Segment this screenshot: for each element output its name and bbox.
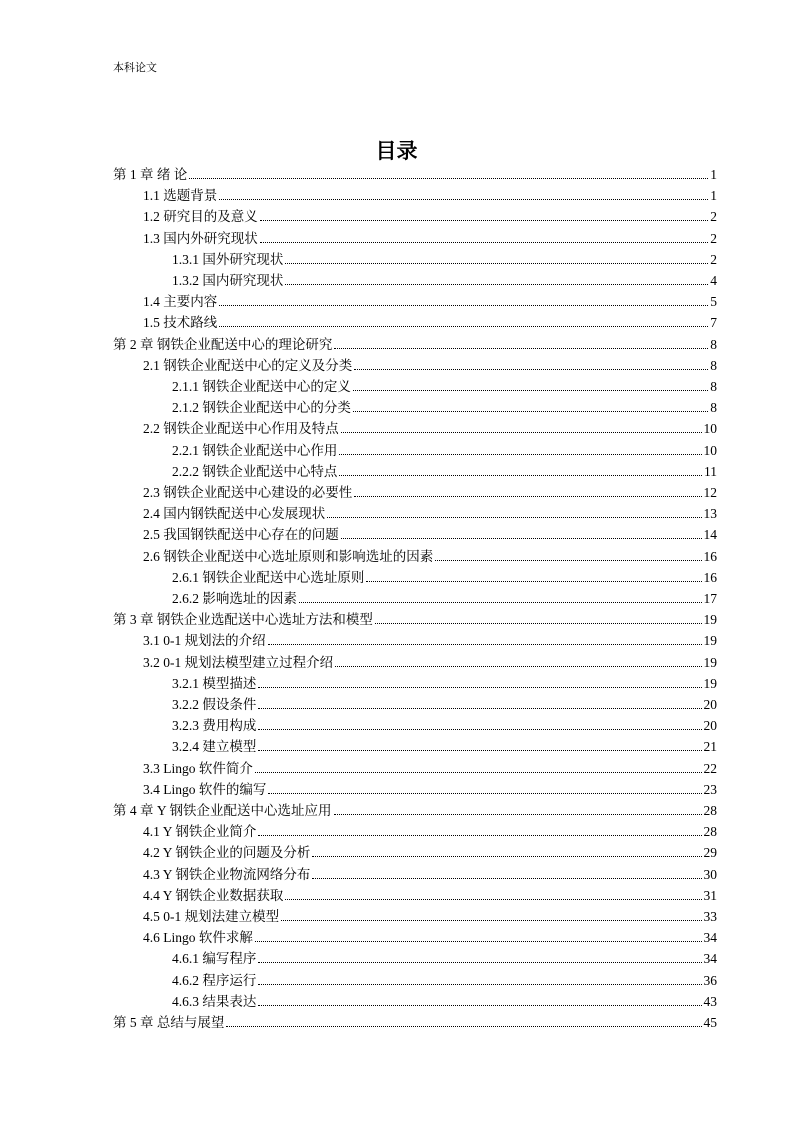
toc-entry[interactable] [113,1010,717,1031]
page-header: 本科论文 [113,62,157,74]
toc-entry[interactable] [172,438,717,459]
toc-entry-label: 4.6.2 程序运行 [172,972,257,988]
toc-dot-leader [299,602,702,603]
toc-dot-leader [258,729,701,730]
toc-entry[interactable] [172,395,717,416]
toc-entry-page: 19 [703,654,717,670]
toc-entry[interactable] [172,247,717,268]
toc-entry-page: 10 [703,421,717,437]
toc-entry-label: 4.2 Y 钢铁企业的问题及分析 [143,845,311,861]
toc-entry[interactable] [143,840,717,861]
page-title: 目录 [375,139,418,163]
toc-dot-leader [354,496,701,497]
toc-entry-page: 14 [703,527,717,543]
toc-entry-label: 3.1 0-1 规划法的介绍 [143,633,266,649]
toc-entry-page: 17 [703,591,717,606]
toc-entry-label: 2.2.1 钢铁企业配送中心作用 [172,442,338,458]
toc-dot-leader [435,560,701,561]
toc-entry[interactable] [143,544,717,565]
toc-dot-leader [327,517,701,518]
toc-dot-leader [268,644,702,645]
toc-entry-page: 16 [703,569,717,585]
toc-entry-page: 10 [703,442,717,458]
toc-entry[interactable] [143,777,717,798]
toc-dot-leader [334,814,702,815]
toc-dot-leader [255,772,702,773]
toc-entry-page: 11 [704,463,717,479]
toc-dot-leader [258,750,701,751]
toc-entry-label: 3.3 Lingo 软件简介 [143,760,253,776]
toc-entry-label: 第 5 章 总结与展望 [113,1015,225,1030]
toc-entry[interactable] [172,565,717,586]
toc-entry-label: 第 3 章 钢铁企业选配送中心选址方法和模型 [113,612,373,628]
toc-entry-label: 3.4 Lingo 软件的编写 [143,781,267,797]
toc-entry[interactable] [172,734,717,755]
toc-dot-leader [219,305,708,306]
toc-entry-page: 13 [703,506,717,522]
toc-entry-page: 29 [703,845,717,861]
toc-entry-page: 19 [703,612,717,628]
toc-entry-page: 2 [710,251,717,267]
toc-entry-page: 12 [703,485,717,500]
toc-entry-label: 1.5 技术路线 [143,315,218,331]
toc-entry-page: 8 [710,379,717,394]
toc-entry-label: 4.6.1 编写程序 [172,951,257,967]
toc-entry[interactable] [172,374,717,395]
toc-entry-label: 2.2.2 钢铁企业配送中心特点 [172,463,338,479]
toc-entry-page: 33 [703,909,717,924]
toc-entry-page: 5 [710,294,717,310]
toc-entry-page: 1 [710,167,717,182]
toc-entry-label: 3.2.1 模型描述 [172,675,257,691]
toc-entry[interactable] [113,332,717,353]
toc-entry[interactable] [172,946,717,967]
toc-dot-leader [285,263,708,264]
toc-entry-page: 2 [710,209,717,225]
toc-entry[interactable] [172,692,717,713]
toc-entry[interactable] [143,904,717,925]
toc-dot-leader [258,687,701,688]
toc-entry[interactable] [143,226,717,247]
toc-entry[interactable] [143,862,717,883]
toc-dot-leader [339,475,702,476]
toc-entry-page: 4 [710,273,717,288]
toc-entry-label: 1.3.1 国外研究现状 [172,251,284,267]
toc-entry[interactable] [172,586,717,607]
toc-entry[interactable] [143,204,717,225]
toc-dot-leader [189,178,708,179]
toc-dot-leader [375,623,702,624]
toc-entry[interactable] [172,459,717,480]
toc-entry[interactable] [143,310,717,331]
toc-entry-page: 8 [710,336,717,352]
toc-entry[interactable] [143,883,717,904]
toc-dot-leader [219,326,708,327]
toc-entry-label: 2.4 国内钢铁配送中心发展现状 [143,506,326,522]
toc-entry[interactable] [143,819,717,840]
toc-dot-leader [260,220,709,221]
toc-dot-leader [260,242,709,243]
toc-entry-page: 31 [703,887,717,903]
toc-dot-leader [354,369,708,370]
toc-entry-page: 28 [703,803,717,818]
toc-entry-label: 4.1 Y 钢铁企业简介 [143,824,257,840]
toc-entry-page: 34 [703,930,717,946]
toc-entry-label: 3.2.2 假设条件 [172,697,257,712]
toc-entry-page: 45 [703,1015,717,1030]
toc-entry-label: 2.6.1 钢铁企业配送中心选址原则 [172,569,365,585]
toc-dot-leader [312,878,701,879]
toc-entry-label: 2.3 钢铁企业配送中心建设的必要性 [143,485,353,500]
toc-entry-label: 2.6 钢铁企业配送中心选址原则和影响选址的因素 [143,548,434,564]
toc-entry[interactable] [172,671,717,692]
toc-entry[interactable] [143,522,717,543]
toc-entry-label: 2.2 钢铁企业配送中心作用及特点 [143,421,339,437]
toc-entry[interactable] [113,798,717,819]
toc-dot-leader [285,899,701,900]
toc-dot-leader [226,1026,701,1027]
toc-entry-label: 2.6.2 影响选址的因素 [172,591,297,606]
toc-dot-leader [281,920,701,921]
toc-entry-page: 22 [703,760,717,776]
toc-entry[interactable] [172,268,717,289]
toc-entry[interactable] [143,650,717,671]
toc-entry[interactable] [113,162,717,183]
toc-entry-page: 20 [703,697,717,712]
toc-entry-label: 1.2 研究目的及意义 [143,209,258,225]
toc-entry-label: 3.2.4 建立模型 [172,739,257,755]
toc-entry-label: 第 1 章 绪 论 [113,167,188,182]
toc-entry-page: 16 [703,548,717,564]
toc-dot-leader [219,199,708,200]
toc-entry-page: 19 [703,633,717,649]
toc-entry-page: 8 [710,357,717,373]
toc-dot-leader [258,708,701,709]
toc-entry-page: 23 [703,781,717,797]
toc-entry-label: 2.1 钢铁企业配送中心的定义及分类 [143,357,353,373]
toc-entry[interactable] [143,628,717,649]
toc-entry-label: 第 4 章 Y 钢铁企业配送中心选址应用 [113,803,332,818]
toc-entry-label: 4.4 Y 钢铁企业数据获取 [143,887,284,903]
toc-dot-leader [312,856,701,857]
toc-entry-label: 3.2.3 费用构成 [172,718,257,734]
toc-entry-label: 2.1.2 钢铁企业配送中心的分类 [172,400,351,416]
toc-entry-page: 43 [703,993,717,1009]
toc-dot-leader [258,962,701,963]
toc-entry-page: 7 [710,315,717,331]
toc-dot-leader [341,538,702,539]
toc-dot-leader [268,793,701,794]
toc-entry-label: 4.6 Lingo 软件求解 [143,930,253,946]
toc-entry[interactable] [172,989,717,1010]
toc-entry-page: 1 [710,188,717,204]
toc-entry-label: 第 2 章 钢铁企业配送中心的理论研究 [113,336,333,352]
toc-entry[interactable] [143,925,717,946]
toc-entry-label: 2.1.1 钢铁企业配送中心的定义 [172,379,351,394]
toc-entry[interactable] [143,480,717,501]
toc-dot-leader [258,984,701,985]
toc-entry-label: 2.5 我国钢铁配送中心存在的问题 [143,527,339,543]
toc-entry-label: 1.1 选题背景 [143,188,218,204]
toc-entry[interactable] [172,713,717,734]
toc-entry[interactable] [143,353,717,374]
toc-dot-leader [366,581,701,582]
toc-entry-page: 19 [703,675,717,691]
toc-entry-page: 36 [703,972,717,988]
toc-entry-page: 28 [703,824,717,840]
toc-dot-leader [341,432,702,433]
toc-entry-label: 4.6.3 结果表达 [172,993,257,1009]
toc-entry-label: 1.3.2 国内研究现状 [172,273,284,288]
toc-entry[interactable] [143,289,717,310]
toc-dot-leader [339,454,701,455]
toc-entry[interactable] [143,501,717,522]
toc-entry[interactable] [143,183,717,204]
toc-entry[interactable] [172,968,717,989]
toc-dot-leader [353,411,708,412]
toc-entry-page: 2 [710,230,717,246]
toc-entry[interactable] [143,416,717,437]
toc-dot-leader [285,284,708,285]
toc-dot-leader [334,348,708,349]
toc-entry-page: 20 [703,718,717,734]
toc-dot-leader [353,390,708,391]
toc-entry[interactable] [143,756,717,777]
toc-entry[interactable] [113,607,717,628]
toc-entry-page: 34 [703,951,717,967]
toc-dot-leader [335,666,701,667]
toc-entry-page: 21 [703,739,717,755]
toc-dot-leader [258,1005,701,1006]
toc-entry-label: 1.4 主要内容 [143,294,218,310]
toc-entry-label: 3.2 0-1 规划法模型建立过程介绍 [143,654,334,670]
toc-entry-page: 8 [710,400,717,416]
toc-entry-page: 30 [703,866,717,882]
toc-entry-label: 4.3 Y 钢铁企业物流网络分布 [143,866,311,882]
toc-entry-label: 4.5 0-1 规划法建立模型 [143,909,280,924]
toc-dot-leader [258,835,701,836]
toc-dot-leader [255,941,702,942]
toc-entry-label: 1.3 国内外研究现状 [143,230,258,246]
